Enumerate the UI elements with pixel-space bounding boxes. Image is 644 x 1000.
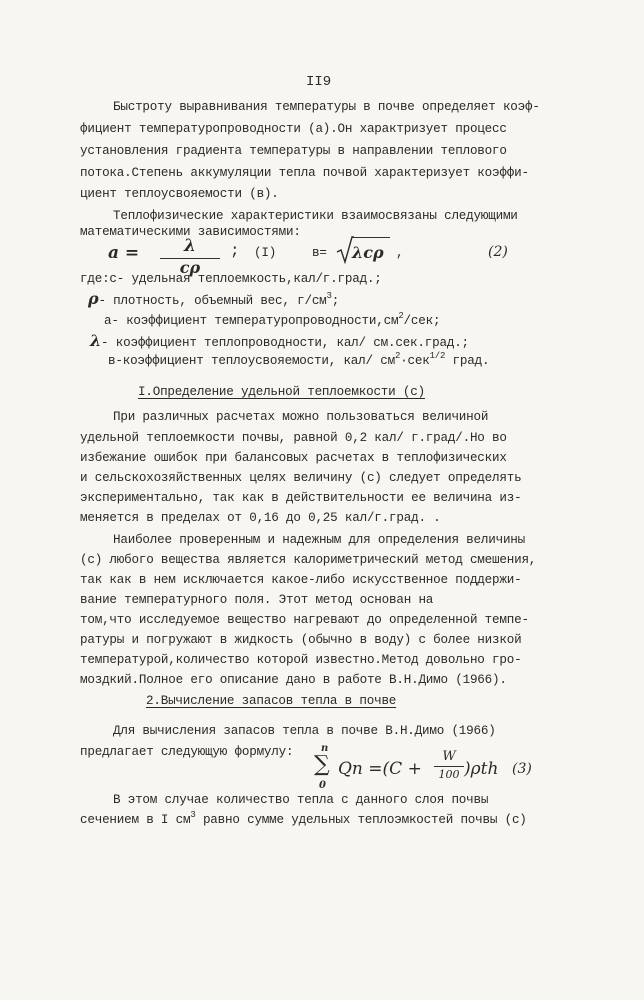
definition-text: - плотность, объемный вес, г/см — [98, 294, 327, 308]
formula-rhs-root: λcρ — [352, 243, 384, 262]
text-line: (с) любого вещества является калориметрический метод смешения, — [80, 553, 537, 567]
superscript: 1/2 — [429, 351, 446, 361]
section-heading: 2.Вычисление запасов тепла в почве — [146, 694, 397, 708]
formula-rhs-suffix: , — [396, 246, 404, 260]
text-line: вание температурного поля. Этот метод основан на — [80, 593, 434, 607]
text-line: моздкий.Полное его описание дано в работе В.Н.Димо (1966). — [80, 673, 507, 687]
text-line: фициент температуропроводности (а).Он характризует процесс — [80, 122, 507, 136]
text-line: Быстроту выравнивания температуры в почве определяет коэф- — [113, 100, 540, 114]
text-line: Теплофизические характеристики взаимосвязаны следующими — [113, 209, 518, 223]
formula-label: (I) — [254, 246, 277, 260]
fraction-bar — [434, 766, 464, 767]
text-line: установления градиента температуры в направлении теплового — [80, 144, 507, 158]
superscript: 3 — [326, 291, 332, 301]
definition-tail: ; — [331, 294, 340, 308]
text-line: Наиболее проверенным и надежным для определения величины — [113, 533, 526, 547]
definition-symbol: а — [104, 314, 112, 328]
text-line: температурой,количество которой известно.Метод довольно гро- — [80, 653, 522, 667]
formula-lhs: a = — [108, 243, 140, 263]
text-part: равно сумме удельных теплоэмкостей почвы (с) — [202, 813, 527, 827]
text-line: математическими зависимостями: — [80, 225, 301, 239]
definition-text: -коэффициент теплоусвояемости, кал/ см — [115, 354, 395, 368]
formula-separator: ; — [230, 242, 240, 260]
text-line — [80, 812, 527, 828]
text-line: предлагает следующую формулу: — [80, 745, 294, 759]
formula-body: Qn =(C + — [338, 759, 422, 779]
sum-lower-limit: 0 — [319, 780, 326, 791]
sum-icon: ∑ — [314, 752, 330, 777]
definition-symbol: λ — [90, 331, 102, 350]
text-part: сечением в I см — [80, 813, 191, 827]
definition-symbol: в — [108, 354, 116, 368]
text-line: экспериментально, так как в действительности ее величина из- — [80, 491, 522, 505]
text-line: удельной теплоемкости почвы, равной 0,2 кал/ г.град/.Но во — [80, 431, 507, 445]
formula-label: (3) — [512, 761, 532, 777]
text-line: и сельскохозяйственных целях величину (с) следует определять — [80, 471, 522, 485]
section-heading: I.Определение удельной теплоемкости (с) — [138, 385, 425, 399]
superscript: 3 — [190, 810, 196, 820]
text-line: меняется в пределах от 0,16 до 0,25 кал/г.град. . — [80, 511, 441, 525]
definition-line — [104, 313, 440, 329]
formula-numerator: λ — [184, 236, 196, 256]
sum-upper-limit: n — [321, 743, 329, 754]
definition-line — [90, 333, 469, 351]
text-line: том,что исследуемое вещество нагревают до определенной темпе- — [80, 613, 529, 627]
definition-line — [108, 353, 489, 369]
definition-tail: град. — [445, 354, 490, 368]
formula-rhs-prefix: в= — [312, 246, 327, 260]
definition-line — [88, 291, 339, 309]
sqrt-bar — [352, 237, 390, 238]
formula-numerator: W — [442, 749, 456, 764]
formula-label: (2) — [488, 244, 508, 260]
definition-symbol: где:с — [80, 272, 117, 286]
formula-denominator: cρ — [179, 258, 201, 277]
definition-tail: /сек; — [403, 314, 441, 328]
superscript: 2 — [398, 311, 404, 321]
text-line: Для вычисления запасов тепла в почве В.Н.Димо (1966) — [113, 724, 496, 738]
superscript: 2 — [394, 351, 401, 361]
text-line: При различных расчетах можно пользоваться величиной — [113, 410, 489, 424]
text-line: ратуры и погружают в жидкость (обычно в воду) с более низкой — [80, 633, 522, 647]
definition-symbol: ρ — [88, 289, 99, 308]
page-number: II9 — [306, 74, 332, 90]
formula-denominator: 100 — [438, 768, 460, 781]
definition-line — [80, 271, 382, 287]
text-line: циент теплоусвояемости (в). — [80, 187, 279, 201]
definition-text: - коэффициент температуропроводности,см — [111, 314, 399, 328]
definition-text: - удельная теплоемкость,кал/г.град.; — [116, 272, 382, 286]
text-line: В этом случае количество тепла с данного слоя почвы — [113, 793, 489, 807]
formula-body: )ρth — [464, 759, 499, 779]
text-line: так как в нем исключается какое-либо искусственное поддержи- — [80, 573, 522, 587]
text-line: избежание ошибок при балансовых расчетах в теплофизических — [80, 451, 507, 465]
definition-mid: ·сек — [400, 354, 430, 368]
text-line: потока.Степень аккумуляции тепла почвой характеризует коэффи- — [80, 166, 529, 180]
definition-text: - коэффициент теплопроводности, кал/ см.сек.град.; — [101, 336, 469, 350]
